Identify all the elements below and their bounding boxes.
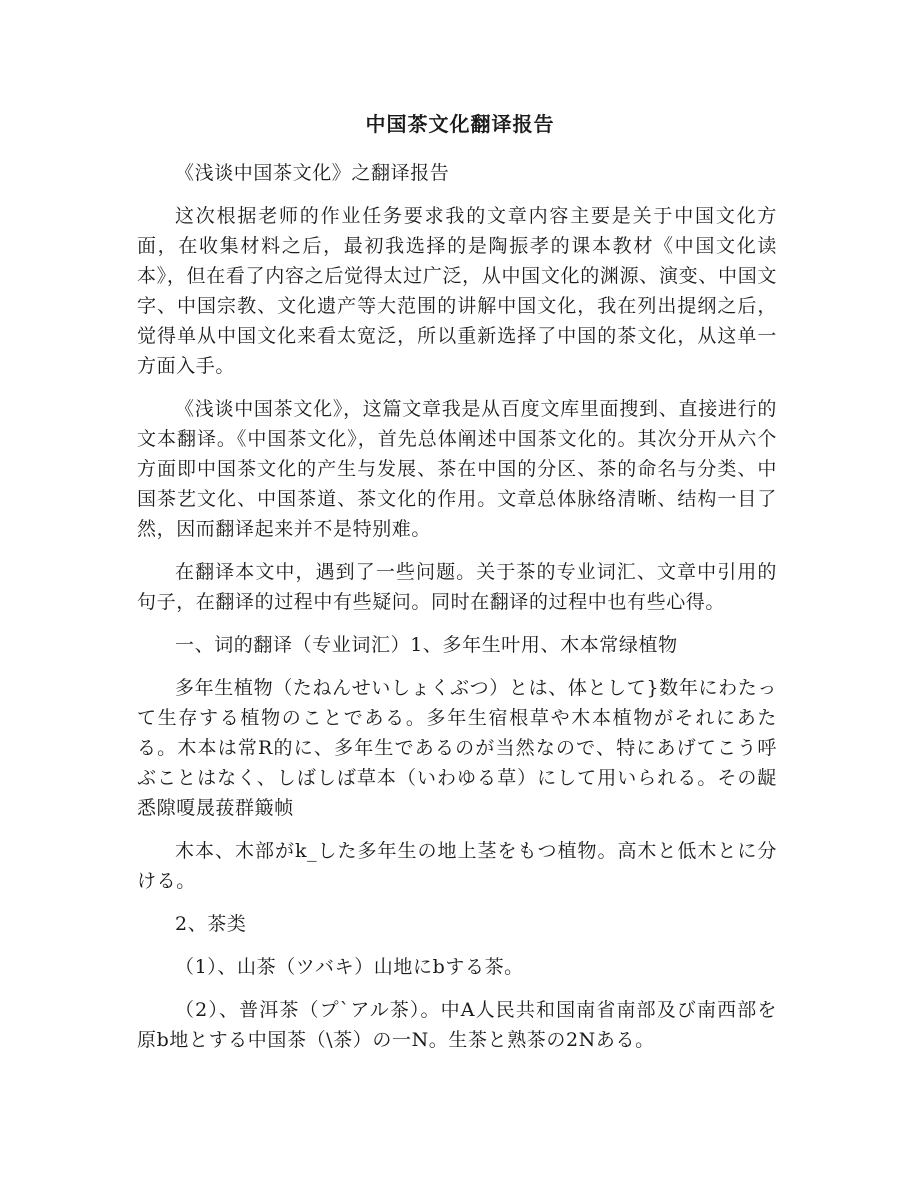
section-heading: 一、词的翻译（专业词汇）1、多年生叶用、木本常绿植物 bbox=[175, 634, 678, 656]
paragraph: 木本、木部がk_した多年生の地上茎をもつ植物。高木と低木とに分ける。 bbox=[137, 840, 777, 892]
list-item: （2）、普洱茶（プ`アル茶）。中A人民共和国南省南部及び南西部を原b地とする中国茶（\茶）の一N。生茶と熟茶の2Nある。 bbox=[137, 999, 777, 1051]
paragraph: 《浅谈中国茶文化》，这篇文章我是从百度文库里面搜到、直接进行的文本翻译。《中国茶文化》，首先总体阐述中国茶文化的。其次分开从六个方面即中国茶文化的产生与发展、茶在中国的分区、茶的命名与分类、中国茶艺文化、中国茶道、茶文化的作用。文章总体脉络清晰、结构一目了然，因而翻译起来并不是特别难。 bbox=[137, 398, 777, 540]
paragraph: 这次根据老师的作业任务要求我的文章内容主要是关于中国文化方面，在收集材料之后，最初我选择的是陶振孝的课本教材《中国文化读本》，但在看了内容之后觉得太过广泛，从中国文化的渊源、演变、中国文字、中国宗教、文化遗产等大范围的讲解中国文化，我在列出提纲之后，觉得单从中国文化来看太宽泛，所以重新选择了中国的茶文化，从这单一方面入手。 bbox=[137, 205, 777, 377]
paragraph-subtitle: 《浅谈中国茶文化》之翻译报告 bbox=[175, 162, 450, 184]
section-heading: 2、茶类 bbox=[175, 913, 247, 935]
paragraph: 多年生植物（たねんせいしょくぶつ）とは、体として}数年にわたって生存する植物のことである。多年生宿根草や木本植物がそれにあたる。木本は常R的に、多年生であるのが当然なので、特にあげてこう呼ぶことはなく、しばしば草本（いわゆる草）にして用いられる。その龊悉隙嗄晟菝群簸帧 bbox=[137, 677, 777, 819]
document-body bbox=[137, 158, 777, 1068]
list-item: （1）、山茶（ツバキ）山地にbする茶。 bbox=[175, 956, 524, 978]
paragraph: 在翻译本文中，遇到了一些问题。关于茶的专业词汇、文章中引用的句子，在翻译的过程中有些疑问。同时在翻译的过程中也有些心得。 bbox=[137, 561, 777, 613]
document-title: 中国茶文化翻译报告 bbox=[365, 112, 555, 136]
